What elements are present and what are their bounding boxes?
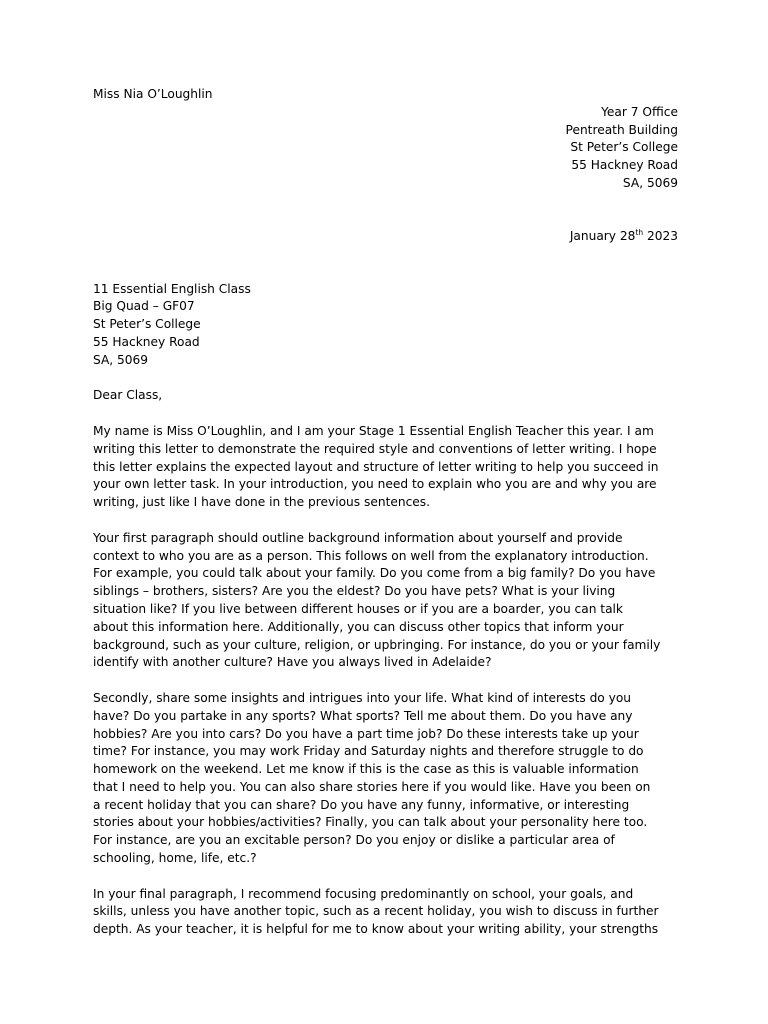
paragraph-line: your own letter task. In your introduction, you need to explain who you are and why you are	[93, 477, 657, 492]
letter-page	[93, 86, 678, 957]
body-paragraph	[93, 530, 678, 672]
body-paragraph	[93, 886, 678, 939]
paragraph-line: writing this letter to demonstrate the required style and conventions of letter writing. I hope	[93, 441, 657, 456]
paragraph-line: have? Do you partake in any sports? What sports? Tell me about them. Do you have any	[93, 708, 633, 723]
sender-address-line: SA, 5069	[622, 175, 678, 190]
paragraph-line: schooling, home, life, etc.?	[93, 851, 257, 866]
paragraph-line: identify with another culture? Have you always lived in Adelaide?	[93, 655, 492, 670]
body-paragraph	[93, 423, 678, 512]
sender-address	[93, 104, 678, 193]
paragraph-line: about this information here. Additionally, you can discuss other topics that inform your	[93, 619, 624, 634]
paragraph-line: Your first paragraph should outline background information about yourself and provide	[93, 530, 623, 545]
date-suffix: th	[635, 227, 644, 237]
paragraph-line: skills, unless you have another topic, such as a recent holiday, you wish to discuss in further	[93, 904, 659, 919]
salutation: Dear Class,	[93, 388, 163, 403]
paragraph-line: situation like? If you live between different houses or if you are a boarder, you can talk	[93, 601, 623, 616]
paragraph-line: time? For instance, you may work Friday and Saturday nights and therefore struggle to do	[93, 744, 644, 759]
paragraph-line: homework on the weekend. Let me know if this is the case as this is valuable information	[93, 762, 639, 777]
paragraph-line: context to who you are as a person. This follows on well from the explanatory introduction.	[93, 548, 649, 563]
paragraph-line: background, such as your culture, religion, or upbringing. For instance, do you or your family	[93, 637, 661, 652]
sender-address-line: St Peter’s College	[570, 140, 678, 155]
paragraph-line: depth. As your teacher, it is helpful for me to know about your writing ability, your strengths	[93, 922, 659, 937]
paragraph-line: For instance, are you an excitable person? Do you enjoy or dislike a particular area of	[93, 833, 615, 848]
paragraph-line: In your final paragraph, I recommend focusing predominantly on school, your goals, and	[93, 886, 634, 901]
recipient-address-line: 11 Essential English Class	[93, 281, 251, 296]
recipient-address-line: 55 Hackney Road	[93, 334, 200, 349]
paragraph-line: that I need to help you. You can also share stories here if you would like. Have you been on	[93, 779, 651, 794]
date-main: January 28	[569, 228, 636, 243]
paragraph-line: writing, just like I have done in the previous sentences.	[93, 495, 430, 510]
paragraph-line: For example, you could talk about your family. Do you come from a big family? Do you have	[93, 566, 656, 581]
sender-address-line: Pentreath Building	[565, 122, 678, 137]
paragraph-line: siblings – brothers, sisters? Are you the eldest? Do you have pets? What is your living	[93, 584, 616, 599]
letter-body	[93, 423, 678, 939]
date-year: 2023	[643, 228, 678, 243]
recipient-address-line: Big Quad – GF07	[93, 299, 195, 314]
body-paragraph	[93, 690, 678, 868]
paragraph-line: My name is Miss O’Loughlin, and I am your Stage 1 Essential English Teacher this year. I am	[93, 423, 654, 438]
paragraph-line: this letter explains the expected layout and structure of letter writing to help you succeed in	[93, 459, 659, 474]
recipient-address-line: St Peter’s College	[93, 317, 201, 332]
sender-address-line: 55 Hackney Road	[571, 158, 678, 173]
paragraph-line: a recent holiday that you can share? Do you have any funny, informative, or interesting	[93, 797, 630, 812]
paragraph-line: Secondly, share some insights and intrigues into your life. What kind of interests do you	[93, 690, 632, 705]
paragraph-line: stories about your hobbies/activities? Finally, you can talk about your personality here too.	[93, 815, 648, 830]
recipient-address-line: SA, 5069	[93, 352, 149, 367]
sender-address-line: Year 7 Office	[601, 104, 678, 119]
paragraph-line: hobbies? Are you into cars? Do you have a part time job? Do these interests take up your	[93, 726, 639, 741]
letter-date	[93, 228, 678, 246]
recipient-address	[93, 281, 678, 370]
sender-name: Miss Nia O’Loughlin	[93, 87, 213, 101]
